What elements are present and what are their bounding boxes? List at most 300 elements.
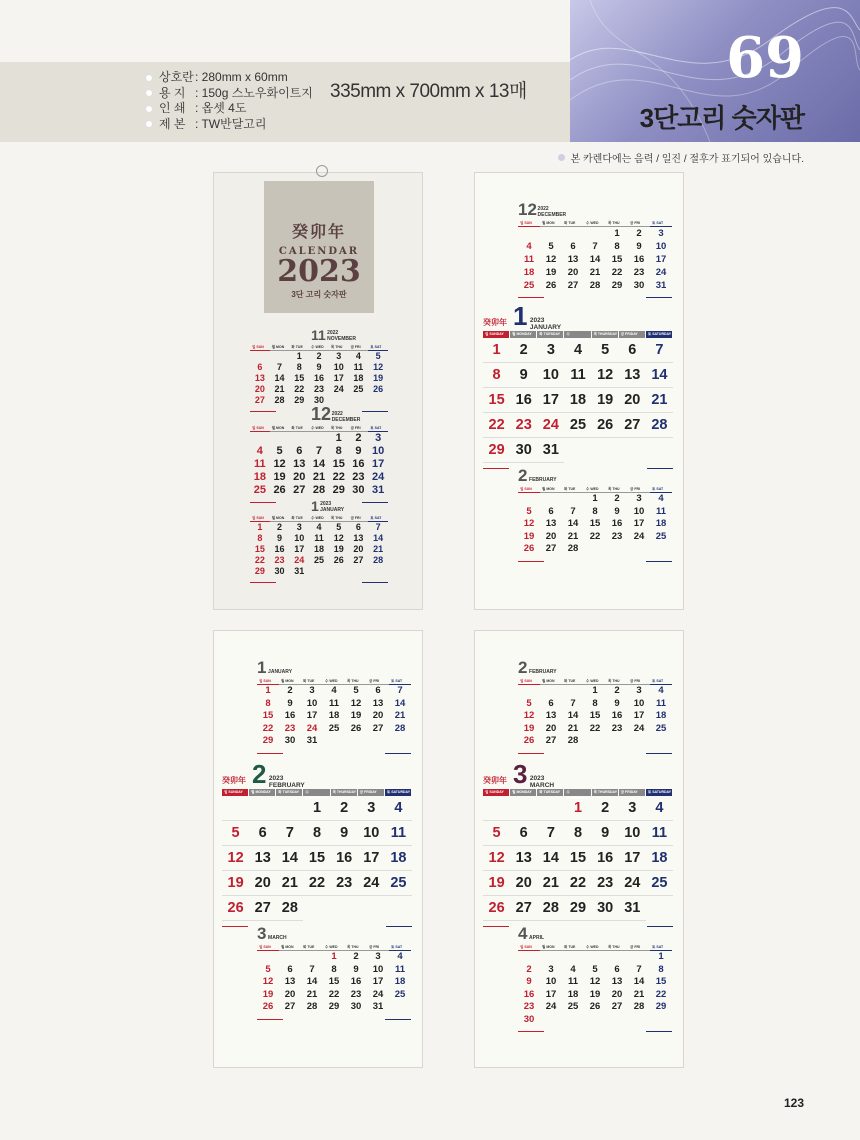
- day-cell: 12: [483, 846, 510, 871]
- day-cell: 1: [564, 796, 591, 821]
- month-block: [483, 303, 673, 469]
- day-cell-empty: [540, 493, 562, 506]
- saturday-rule: [385, 753, 411, 754]
- day-cell: 19: [592, 388, 619, 413]
- day-cell: 12: [333, 533, 344, 543]
- day-cell: 24: [306, 722, 318, 734]
- day-cell: 3: [636, 685, 642, 696]
- day-cell: 9: [316, 362, 322, 372]
- day-cell: 31: [537, 438, 564, 463]
- day-cell: 6: [287, 963, 293, 975]
- day-cell: 21: [633, 988, 645, 1000]
- month-footer-lines: [518, 748, 672, 754]
- month-name: [529, 935, 544, 941]
- day-cell: 23: [611, 530, 623, 542]
- day-cell: 15: [589, 518, 601, 529]
- day-cell-empty: [584, 227, 606, 240]
- day-cell: 10: [294, 533, 305, 543]
- month-number: 2: [518, 658, 528, 677]
- day-cell: 14: [312, 458, 326, 470]
- day-cell: 23: [274, 555, 285, 565]
- day-cell: 31: [619, 896, 646, 921]
- day-cell: 17: [333, 373, 344, 383]
- weekday-header: [250, 425, 388, 432]
- day-cell: 12: [222, 846, 249, 871]
- day-cell: 22: [254, 555, 265, 565]
- day-cell: 10: [306, 697, 318, 709]
- day-cell: 15: [294, 373, 305, 383]
- month-footer-lines: [257, 748, 411, 754]
- spec-value: : 150g 스노우화이트지: [195, 85, 313, 100]
- day-cell: 14: [373, 533, 384, 543]
- month-number: 1: [513, 301, 528, 331]
- month-name: [529, 669, 557, 675]
- day-cell: 12: [545, 254, 557, 265]
- weekday-header: [518, 678, 672, 685]
- day-grid: [518, 227, 672, 292]
- spec-label: 제 본: [159, 116, 186, 131]
- day-cell: 27: [254, 395, 265, 405]
- weekday-label: 금 FRI: [349, 515, 369, 522]
- day-cell: 4: [331, 685, 337, 696]
- day-cell: 27: [284, 1001, 296, 1012]
- month-header: [257, 659, 411, 678]
- weekday-label: 토 SAT: [368, 425, 388, 432]
- weekday-label: 월 MONDAY: [510, 789, 536, 796]
- day-cell: 14: [274, 373, 285, 383]
- month-header: [483, 761, 673, 789]
- weekday-label: 화 TUESDAY: [276, 789, 302, 796]
- day-cell: 20: [254, 384, 265, 394]
- day-cell: 20: [284, 988, 296, 1000]
- weekday-label: 월 MON: [270, 425, 290, 432]
- weekday-label: 화 TUE: [289, 515, 309, 522]
- month-footer-lines: [518, 292, 672, 298]
- day-cell: 1: [592, 493, 598, 504]
- month-name: [269, 775, 305, 789]
- day-cell: 1: [331, 951, 337, 962]
- day-cell: 25: [655, 722, 667, 734]
- day-cell: 30: [633, 280, 645, 291]
- day-cell: 20: [353, 544, 364, 554]
- weekday-label: 토 SAT: [650, 678, 672, 685]
- weekday-header: [483, 331, 673, 342]
- day-cell: 18: [646, 846, 673, 871]
- weekday-label: 목 THU: [606, 944, 628, 951]
- day-cell: 7: [309, 963, 315, 975]
- day-cell: 19: [523, 722, 535, 734]
- month-block: [483, 761, 673, 927]
- weekday-label: 일 SUNDAY: [483, 789, 509, 796]
- weekday-label: 금 FRI: [628, 944, 650, 951]
- weekday-label: 목 THURSDAY: [593, 790, 618, 794]
- day-cell: 19: [373, 373, 384, 383]
- day-cell: 18: [253, 471, 266, 483]
- day-cell: 20: [545, 722, 557, 734]
- saturday-rule: [646, 561, 672, 562]
- bullet-icon: [145, 105, 153, 113]
- day-grid: [250, 522, 388, 577]
- day-cell: 21: [589, 267, 601, 278]
- day-cell: 30: [313, 395, 324, 405]
- bullet-icon: [145, 74, 153, 82]
- day-cell: 23: [352, 471, 365, 483]
- day-cell: 16: [611, 518, 623, 529]
- day-cell: 15: [589, 710, 601, 721]
- day-cell-empty: [270, 351, 290, 362]
- day-cell: 21: [373, 544, 384, 554]
- day-cell: 24: [655, 267, 667, 278]
- month-footer-lines: [518, 1026, 672, 1032]
- month-name: [320, 501, 344, 513]
- day-cell: 1: [257, 522, 263, 532]
- calendar-panel-february: [213, 630, 423, 1068]
- saturday-rule: [385, 1019, 411, 1020]
- day-cell: 7: [570, 697, 576, 709]
- weekday-header: [257, 678, 411, 685]
- weekday-label: 화 TUE: [301, 944, 323, 951]
- weekday-label: 목 THU: [345, 944, 367, 951]
- day-cell: 11: [567, 976, 579, 987]
- day-cell: 4: [526, 241, 532, 252]
- korean-year-label: 癸卯年: [483, 776, 507, 785]
- day-cell: 6: [619, 338, 646, 363]
- day-cell: 14: [646, 363, 673, 388]
- day-cell: 30: [284, 735, 296, 746]
- weekday-label: 토 SAT: [368, 515, 388, 522]
- day-cell: 29: [483, 438, 510, 463]
- day-cell: 9: [614, 697, 620, 709]
- month-block: [222, 761, 412, 927]
- day-cell-empty: [628, 951, 650, 964]
- day-cell: 25: [646, 871, 673, 896]
- weekday-label: 금 FRI: [628, 220, 650, 227]
- day-cell: 13: [545, 710, 557, 721]
- weekday-header: [250, 515, 388, 522]
- day-cell: 3: [309, 685, 315, 696]
- sunday-rule: [518, 1031, 544, 1032]
- weekday-label: 금 FRIDAY: [358, 789, 384, 796]
- month-name-text: JANUARY: [529, 324, 562, 331]
- weekday-label: 수 WEDNESDAY: [566, 332, 589, 342]
- day-cell: 16: [523, 988, 535, 1000]
- day-cell: 8: [564, 821, 591, 846]
- day-cell: 15: [254, 544, 265, 554]
- day-cell: 11: [254, 458, 266, 470]
- day-grid: [518, 493, 672, 556]
- weekday-label: 일 SUN: [250, 515, 270, 522]
- day-cell: 26: [592, 413, 619, 438]
- day-cell: 18: [655, 518, 667, 529]
- day-cell: 13: [567, 254, 579, 265]
- day-cell: 11: [523, 254, 535, 265]
- month-year: 2022: [537, 206, 549, 212]
- weekday-header: [518, 220, 672, 227]
- day-cell: 1: [483, 338, 510, 363]
- day-cell: 28: [633, 1001, 645, 1012]
- weekday-label: 토 SAT: [368, 344, 388, 351]
- day-cell: 6: [614, 963, 620, 975]
- spec-label: 인 쇄: [159, 101, 186, 115]
- day-cell-empty: [518, 493, 540, 506]
- bullet-icon: [145, 120, 153, 128]
- day-cell: 5: [548, 241, 554, 252]
- day-cell: 6: [257, 362, 263, 372]
- day-grid: [518, 951, 672, 1026]
- day-grid: [483, 796, 673, 921]
- day-cell: 28: [646, 413, 673, 438]
- day-cell-empty: [540, 685, 562, 698]
- day-cell: 9: [331, 821, 358, 846]
- day-grid: [222, 796, 412, 921]
- sunday-rule: [518, 753, 544, 754]
- day-cell: 17: [372, 458, 385, 470]
- day-cell-empty: [249, 796, 276, 821]
- day-cell-empty: [562, 951, 584, 964]
- day-cell: 18: [655, 710, 667, 721]
- day-cell: 14: [276, 846, 303, 871]
- month-block: [518, 201, 672, 298]
- weekday-label: 금 FRI: [628, 678, 650, 685]
- day-cell: 25: [394, 988, 406, 1000]
- day-cell: 12: [350, 697, 362, 709]
- day-cell: 2: [331, 796, 358, 821]
- day-cell: 17: [619, 846, 646, 871]
- month-number: 3: [257, 924, 267, 943]
- day-cell: 10: [372, 445, 385, 457]
- day-cell: 23: [284, 722, 296, 734]
- day-cell: 25: [523, 280, 535, 291]
- weekday-label: 월 MON: [279, 944, 301, 951]
- weekday-label: 월 MON: [540, 944, 562, 951]
- note: [558, 150, 804, 165]
- day-cell: 22: [262, 722, 274, 734]
- calendar-panel-january: [474, 172, 684, 610]
- day-cell: 20: [293, 471, 306, 483]
- day-cell-empty: [270, 432, 290, 445]
- day-cell: 21: [646, 388, 673, 413]
- day-cell: 5: [222, 821, 249, 846]
- day-cell: 21: [567, 722, 579, 734]
- day-cell: 13: [619, 363, 646, 388]
- day-cell-empty: [301, 951, 323, 964]
- weekday-header: [483, 789, 673, 800]
- weekday-label: 토 SATURDAY: [647, 790, 672, 794]
- day-cell-empty: [518, 685, 540, 698]
- day-cell: 10: [633, 697, 645, 709]
- day-cell: 26: [262, 1001, 274, 1012]
- day-grid: [518, 685, 672, 748]
- day-cell: 19: [273, 471, 286, 483]
- day-cell: 20: [545, 530, 557, 542]
- day-cell: 12: [273, 458, 286, 470]
- weekday-label: 월 MON: [540, 678, 562, 685]
- day-cell: 27: [249, 896, 276, 921]
- weekday-label: 수 WED: [323, 678, 345, 685]
- day-cell: 3: [375, 432, 382, 444]
- month-year: 2022: [327, 330, 339, 336]
- month-name: [268, 935, 287, 941]
- weekday-header: [518, 486, 672, 493]
- weekday-label: 금 FRI: [367, 678, 389, 685]
- weekday-label: 일 SUN: [518, 486, 540, 493]
- day-cell: 7: [592, 241, 598, 252]
- day-cell: 28: [276, 896, 303, 921]
- day-cell: 11: [385, 821, 412, 846]
- day-cell: 30: [274, 566, 285, 576]
- weekday-header: [257, 944, 411, 951]
- day-cell: 3: [296, 522, 302, 532]
- weekday-label: 목 THU: [606, 486, 628, 493]
- day-cell: 4: [397, 951, 403, 962]
- product-name: 3단고리 숫자판: [639, 103, 804, 133]
- day-cell: 29: [564, 896, 591, 921]
- saturday-rule: [646, 1031, 672, 1032]
- day-cell: 19: [523, 530, 535, 542]
- weekday-label: 금 FRIDAY: [619, 331, 645, 338]
- weekday-label: 일 SUN: [250, 425, 270, 432]
- day-cell: 1: [296, 351, 302, 361]
- day-cell: 3: [658, 228, 664, 239]
- day-cell: 8: [303, 821, 330, 846]
- day-cell: 3: [375, 951, 381, 962]
- weekday-label: 화 TUE: [301, 678, 323, 685]
- day-cell: 12: [523, 518, 535, 529]
- day-cell: 19: [262, 988, 274, 1000]
- month-number: 4: [518, 924, 528, 943]
- day-cell: 27: [611, 1001, 623, 1012]
- day-cell: 13: [611, 976, 623, 987]
- day-cell: 5: [276, 445, 283, 457]
- month-header: [250, 405, 388, 425]
- weekday-label: 수 WEDNESDAY: [566, 790, 589, 800]
- day-cell: 12: [262, 976, 274, 987]
- day-cell: 30: [592, 896, 619, 921]
- day-cell: 9: [636, 241, 642, 252]
- weekday-label: 목 THU: [606, 678, 628, 685]
- weekday-label: 수 WED: [584, 678, 606, 685]
- day-cell: 7: [375, 522, 381, 532]
- day-cell: 18: [328, 710, 340, 721]
- month-number: 1: [257, 658, 267, 677]
- day-cell: 31: [294, 566, 305, 576]
- weekday-label: 월 MONDAY: [249, 789, 275, 796]
- weekday-header: [518, 944, 672, 951]
- day-cell: 20: [611, 988, 623, 1000]
- day-grid: [483, 338, 673, 463]
- month-name-text: JANUARY: [268, 669, 293, 675]
- day-cell: 2: [316, 351, 322, 361]
- day-cell: 19: [222, 871, 249, 896]
- day-cell: 27: [372, 722, 384, 734]
- weekday-label: 화 TUE: [562, 220, 584, 227]
- day-cell-empty: [562, 493, 584, 506]
- day-cell: 6: [548, 505, 554, 517]
- day-cell: 22: [294, 384, 305, 394]
- day-cell: 13: [254, 373, 265, 383]
- weekday-label: 월 MON: [270, 344, 290, 351]
- day-cell: 31: [306, 735, 318, 746]
- cover-korean-year: 癸卯年: [291, 222, 346, 241]
- day-cell: 24: [633, 722, 645, 734]
- day-cell: 18: [523, 267, 535, 278]
- day-cell: 16: [284, 710, 296, 721]
- day-cell: 13: [293, 458, 306, 470]
- weekday-label: 목 THU: [329, 515, 349, 522]
- day-cell: 13: [353, 533, 364, 543]
- day-cell: 17: [306, 710, 318, 721]
- day-cell: 11: [314, 533, 324, 543]
- day-cell: 16: [510, 388, 537, 413]
- weekday-label: 화 TUESDAY: [537, 789, 563, 796]
- day-cell: 23: [592, 871, 619, 896]
- day-cell: 21: [274, 384, 285, 394]
- weekday-label: 일 SUNDAY: [222, 789, 248, 796]
- month-header: [518, 201, 672, 220]
- weekday-header: [222, 789, 412, 800]
- weekday-label: 월 MON: [270, 515, 290, 522]
- day-cell: 8: [331, 963, 337, 975]
- day-cell-empty: [537, 796, 564, 821]
- day-cell: 23: [611, 722, 623, 734]
- day-cell: 4: [658, 493, 664, 504]
- day-cell: 22: [483, 413, 510, 438]
- month-header: [518, 659, 672, 678]
- weekday-label: 수 WED: [584, 944, 606, 951]
- day-cell: 5: [592, 338, 619, 363]
- korean-year-label: 癸卯年: [222, 776, 246, 785]
- day-cell: 17: [358, 846, 385, 871]
- weekday-label: 수 WED: [323, 944, 345, 951]
- day-cell: 25: [328, 722, 340, 734]
- day-cell: 26: [589, 1001, 601, 1012]
- page-number: 123: [783, 1096, 804, 1110]
- month-name-text: NOVEMBER: [327, 336, 356, 342]
- weekday-label: 일 SUN: [257, 944, 279, 951]
- weekday-label: 토 SAT: [389, 944, 411, 951]
- day-cell: 28: [306, 1001, 318, 1012]
- day-cell: 17: [372, 976, 384, 987]
- day-cell: 20: [372, 710, 384, 721]
- day-cell: 8: [658, 963, 664, 975]
- day-cell: 18: [313, 544, 324, 554]
- day-cell: 8: [265, 697, 271, 709]
- month-footer-lines: [250, 577, 388, 583]
- product-number: 69: [726, 25, 804, 91]
- day-cell: 11: [353, 362, 364, 372]
- day-cell: 11: [394, 963, 406, 975]
- day-cell: 4: [355, 351, 361, 361]
- weekday-label: 토 SAT: [650, 220, 672, 227]
- day-cell: 21: [306, 988, 318, 1000]
- day-cell: 2: [614, 685, 620, 696]
- spec-list: [145, 70, 313, 132]
- weekday-label: 목 THU: [606, 220, 628, 227]
- day-cell: 18: [353, 373, 364, 383]
- day-cell: 28: [589, 280, 601, 291]
- day-cell: 11: [646, 821, 673, 846]
- day-cell: 10: [358, 821, 385, 846]
- day-cell: 10: [537, 363, 564, 388]
- day-cell: 22: [564, 871, 591, 896]
- month-year: 2022: [331, 411, 343, 417]
- day-cell: 27: [510, 896, 537, 921]
- day-cell: 29: [328, 1001, 340, 1012]
- day-cell: 9: [592, 821, 619, 846]
- day-cell: 16: [331, 846, 358, 871]
- day-cell: 9: [614, 505, 620, 517]
- day-cell: 3: [548, 963, 554, 975]
